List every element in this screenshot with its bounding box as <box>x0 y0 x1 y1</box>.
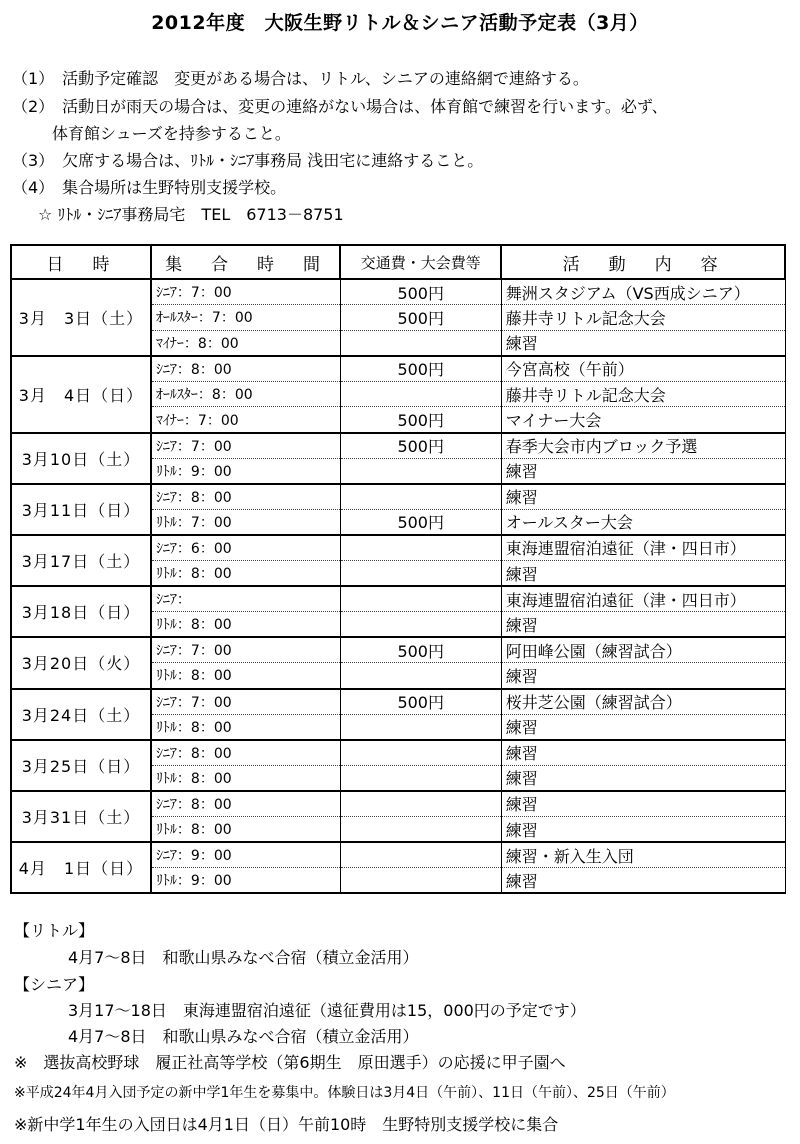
note-4: （4） 集合場所は生野特別支援学校。 <box>12 178 287 197</box>
activity-cell: 桜井芝公園（練習試合） <box>501 689 785 715</box>
time-cell: ｼﾆｱ：6：00 <box>151 535 340 561</box>
schedule-table <box>10 244 786 894</box>
senior-item: 3月17～18日 東海連盟宿泊遠征（遠征費用は15，000円の予定です） <box>68 1001 586 1020</box>
date-cell: 4月 1日（日） <box>11 842 151 893</box>
table-row <box>11 689 785 715</box>
koshien-note: ※ 選抜高校野球 履正社高等学校（第6期生 原田選手）の応援に甲子園へ <box>14 1053 566 1072</box>
fee-cell <box>340 663 501 689</box>
fee-cell <box>340 868 501 894</box>
time-cell: ｼﾆｱ：8：00 <box>151 484 340 510</box>
activity-cell: 練習 <box>501 791 785 817</box>
fee-cell <box>340 381 501 407</box>
table-row <box>11 484 785 510</box>
time-cell: ﾏｲﾅｰ：7：00 <box>151 407 340 433</box>
entry-note: ※新中学1年生の入団日は4月1日（日）午前10時 生野特別支援学校に集合 <box>14 1115 559 1134</box>
header-date: 日 時 <box>11 245 151 279</box>
senior-item: 4月7～8日 和歌山県みなべ合宿（積立金活用） <box>68 1027 419 1046</box>
fee-cell <box>340 458 501 484</box>
table-row <box>11 842 785 868</box>
senior-heading: 【シニア】 <box>14 975 95 994</box>
activity-cell: 練習 <box>501 663 785 689</box>
activity-cell: 練習 <box>501 330 785 356</box>
time-cell: ｼﾆｱ：8：00 <box>151 791 340 817</box>
time-cell: ﾘﾄﾙ：9：00 <box>151 458 340 484</box>
time-cell: ｼﾆｱ：8：00 <box>151 356 340 382</box>
header-fee: 交通費・大会費等 <box>340 245 501 279</box>
office-phone-note: ☆ ﾘﾄﾙ・ｼﾆｱ事務局宅 TEL 6713－8751 <box>38 205 344 224</box>
date-cell: 3月17日（土） <box>11 535 151 586</box>
table-row <box>11 637 785 663</box>
time-cell: ｼﾆｱ：8：00 <box>151 740 340 766</box>
time-cell: ｼﾆｱ：9：00 <box>151 842 340 868</box>
fee-cell: 500円 <box>340 356 501 382</box>
activity-cell: 東海連盟宿泊遠征（津・四日市） <box>501 586 785 612</box>
activity-cell: 阿田峰公園（練習試合） <box>501 637 785 663</box>
time-cell: ﾘﾄﾙ：7：00 <box>151 509 340 535</box>
time-cell: ｼﾆｱ：7：00 <box>151 433 340 459</box>
time-cell: ﾘﾄﾙ：9：00 <box>151 868 340 894</box>
fee-cell <box>340 740 501 766</box>
activity-cell: 舞洲スタジアム（VS西成シニア） <box>501 279 785 305</box>
time-cell: ｼﾆｱ：7：00 <box>151 637 340 663</box>
activity-cell: 春季大会市内ブロック予選 <box>501 433 785 459</box>
activity-cell: 練習 <box>501 816 785 842</box>
time-cell: ﾘﾄﾙ：8：00 <box>151 765 340 791</box>
fee-cell: 500円 <box>340 689 501 715</box>
date-cell: 3月24日（土） <box>11 689 151 740</box>
fee-cell <box>340 842 501 868</box>
note-2-continued: 体育館シューズを持参すること。 <box>52 124 291 143</box>
time-cell: ｼﾆｱ：7：00 <box>151 689 340 715</box>
activity-cell: 練習・新入生入団 <box>501 842 785 868</box>
time-cell: ﾘﾄﾙ：8：00 <box>151 816 340 842</box>
table-header-row <box>11 245 785 279</box>
time-cell: ﾏｲﾅｰ：8：00 <box>151 330 340 356</box>
date-cell: 3月10日（土） <box>11 433 151 484</box>
activity-cell: 藤井寺リトル記念大会 <box>501 381 785 407</box>
activity-cell: 練習 <box>501 458 785 484</box>
table-row <box>11 433 785 459</box>
date-cell: 3月25日（日） <box>11 740 151 791</box>
fee-cell <box>340 561 501 587</box>
fee-cell <box>340 816 501 842</box>
date-cell: 3月11日（日） <box>11 484 151 535</box>
activity-cell: 練習 <box>501 714 785 740</box>
date-cell: 3月 3日（土） <box>11 279 151 356</box>
time-cell: ｵｰﾙｽﾀｰ：8：00 <box>151 381 340 407</box>
table-row <box>11 356 785 382</box>
fee-cell <box>340 330 501 356</box>
activity-cell: 練習 <box>501 484 785 510</box>
fee-cell <box>340 484 501 510</box>
table-row <box>11 586 785 612</box>
activity-cell: 藤井寺リトル記念大会 <box>501 305 785 331</box>
time-cell: ﾘﾄﾙ：8：00 <box>151 612 340 638</box>
time-cell: ｵｰﾙｽﾀｰ：7：00 <box>151 305 340 331</box>
activity-cell: 練習 <box>501 561 785 587</box>
table-row <box>11 791 785 817</box>
fee-cell <box>340 765 501 791</box>
note-3: （3） 欠席する場合は、ﾘﾄﾙ・ｼﾆｱ事務局 浅田宅に連絡すること。 <box>12 151 484 170</box>
activity-cell: オールスター大会 <box>501 509 785 535</box>
date-cell: 3月31日（土） <box>11 791 151 842</box>
note-1: （1） 活動予定確認 変更がある場合は、リトル、シニアの連絡網で連絡する。 <box>12 69 589 88</box>
time-cell: ｼﾆｱ： <box>151 586 340 612</box>
time-cell: ﾘﾄﾙ：8：00 <box>151 714 340 740</box>
fee-cell <box>340 612 501 638</box>
table-row <box>11 535 785 561</box>
fee-cell <box>340 586 501 612</box>
table-row <box>11 279 785 305</box>
fee-cell <box>340 714 501 740</box>
fee-cell: 500円 <box>340 433 501 459</box>
date-cell: 3月18日（日） <box>11 586 151 637</box>
little-item: 4月7～8日 和歌山県みなべ合宿（積立金活用） <box>68 948 419 967</box>
activity-cell: 練習 <box>501 765 785 791</box>
fee-cell: 500円 <box>340 637 501 663</box>
fee-cell: 500円 <box>340 509 501 535</box>
time-cell: ｼﾆｱ：7：00 <box>151 279 340 305</box>
recruit-note: ※平成24年4月入団予定の新中学1年生を募集中。体験日は3月4日（午前）、11日（午前）、25日（午前） <box>14 1085 675 1101</box>
activity-cell: マイナー大会 <box>501 407 785 433</box>
activity-cell: 練習 <box>501 740 785 766</box>
activity-cell: 東海連盟宿泊遠征（津・四日市） <box>501 535 785 561</box>
activity-cell: 今宮高校（午前） <box>501 356 785 382</box>
page-title: 2012年度 大阪生野リトル＆シニア活動予定表（3月） <box>151 12 649 34</box>
fee-cell: 500円 <box>340 279 501 305</box>
header-meeting-time: 集 合 時 間 <box>151 245 340 279</box>
note-2: （2） 活動日が雨天の場合は、変更の連絡がない場合は、体育館で練習を行います。必ず、 <box>12 97 668 116</box>
time-cell: ﾘﾄﾙ：8：00 <box>151 663 340 689</box>
fee-cell: 500円 <box>340 305 501 331</box>
fee-cell <box>340 791 501 817</box>
fee-cell <box>340 535 501 561</box>
activity-cell: 練習 <box>501 612 785 638</box>
fee-cell: 500円 <box>340 407 501 433</box>
date-cell: 3月 4日（日） <box>11 356 151 433</box>
time-cell: ﾘﾄﾙ：8：00 <box>151 561 340 587</box>
little-heading: 【リトル】 <box>14 921 95 940</box>
schedule-body <box>11 279 785 893</box>
header-activity: 活 動 内 容 <box>501 245 785 279</box>
date-cell: 3月20日（火） <box>11 637 151 688</box>
activity-cell: 練習 <box>501 868 785 894</box>
table-row <box>11 740 785 766</box>
